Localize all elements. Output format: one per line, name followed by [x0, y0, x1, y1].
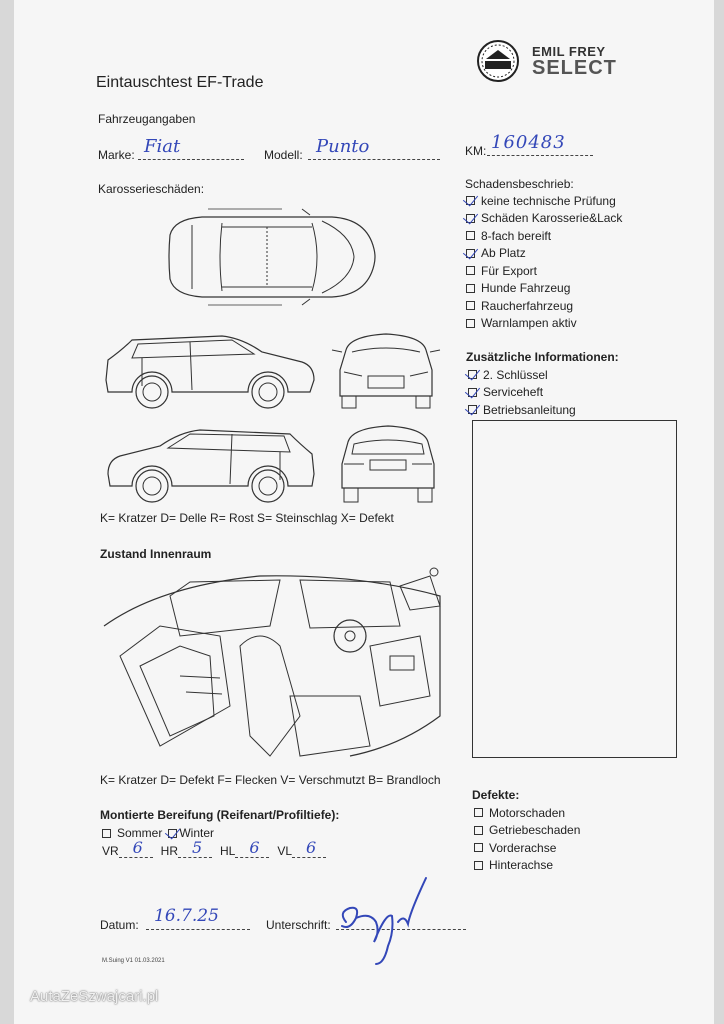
damage-item-keine-technische-pruefung[interactable]: keine technische Prüfung — [466, 192, 622, 210]
summer-checkbox[interactable] — [102, 829, 111, 838]
damage-item-ab-platz[interactable]: Ab Platz — [466, 245, 622, 263]
vl-label: VL — [277, 844, 293, 858]
modell-label: Modell: — [264, 148, 303, 162]
marke-label: Marke: — [98, 148, 135, 162]
defects-list — [474, 804, 580, 874]
logo-brand-line1: EMIL FREY — [532, 43, 606, 59]
car-interior-diagram[interactable] — [100, 566, 446, 766]
watermark: AutaZeSzwajcari.pl — [30, 988, 159, 1005]
tire-depth-row — [102, 838, 326, 858]
hl-field[interactable] — [235, 838, 269, 858]
modell-value: Punto — [316, 136, 370, 157]
damage-item-fuer-export[interactable]: Für Export — [466, 262, 622, 280]
damage-item-8-fach-bereift[interactable]: 8-fach bereift — [466, 227, 622, 245]
info-item-serviceheft[interactable]: Serviceheft — [468, 384, 576, 402]
form-title: Eintauschtest EF-Trade — [96, 74, 264, 91]
info-item-betriebsanleitung[interactable]: Betriebsanleitung — [468, 401, 576, 419]
interior-section-label: Zustand Innenraum — [100, 547, 212, 561]
checkbox-checked[interactable] — [468, 388, 477, 397]
datum-value: 16.7.25 — [154, 906, 219, 926]
hl-label: HL — [220, 844, 236, 858]
info-item-zweiter-schluessel[interactable]: 2. Schlüssel — [468, 366, 576, 384]
datum-label: Datum: — [100, 918, 139, 932]
checkbox[interactable] — [474, 861, 483, 870]
damage-description-label: Schadensbeschrieb: — [465, 177, 574, 191]
checkbox[interactable] — [466, 301, 475, 310]
hl-value: 6 — [249, 838, 260, 857]
car-left-side-diagram[interactable] — [102, 330, 320, 410]
defects-label: Defekte: — [472, 788, 520, 802]
form-page — [14, 0, 714, 1024]
km-label: KM: — [465, 144, 487, 158]
datum-field[interactable] — [146, 906, 250, 930]
defect-item-vorderachse[interactable]: Vorderachse — [474, 839, 580, 857]
checkbox-checked[interactable] — [468, 370, 477, 379]
tires-section-label: Montierte Bereifung (Reifenart/Profiltiefe): — [100, 808, 340, 822]
car-rear-view-diagram[interactable] — [334, 424, 442, 504]
additional-info-label: Zusätzliche Informationen: — [466, 350, 619, 364]
defect-item-getriebeschaden[interactable]: Getriebeschaden — [474, 822, 580, 840]
checkbox[interactable] — [466, 319, 475, 328]
vl-field[interactable] — [292, 838, 326, 858]
car-front-view-diagram[interactable] — [332, 330, 440, 410]
damage-item-hunde-fahrzeug[interactable]: Hunde Fahrzeug — [466, 280, 622, 298]
km-value: 160483 — [491, 132, 566, 153]
additional-info-list — [468, 366, 576, 419]
damage-item-schaeden-karosserie[interactable]: Schäden Karosserie&Lack — [466, 210, 622, 228]
vr-label: VR — [102, 844, 119, 858]
checkbox-checked[interactable] — [466, 214, 475, 223]
vr-value: 6 — [132, 838, 143, 857]
damage-item-warnlampen-aktiv[interactable]: Warnlampen aktiv — [466, 315, 622, 333]
hr-value: 5 — [192, 838, 203, 857]
marke-field[interactable] — [138, 136, 244, 160]
body-damage-section-label: Karosserieschäden: — [98, 182, 205, 196]
vr-field[interactable] — [119, 838, 153, 858]
winter-label: Winter — [179, 826, 215, 840]
vehicle-section-label: Fahrzeugangaben — [98, 112, 196, 126]
emil-frey-badge-icon — [476, 39, 520, 83]
winter-checkbox[interactable] — [168, 829, 177, 838]
checkbox-checked[interactable] — [466, 249, 475, 258]
vl-value: 6 — [306, 838, 317, 857]
checkbox-checked[interactable] — [468, 405, 477, 414]
checkbox-checked[interactable] — [466, 196, 475, 205]
hr-field[interactable] — [178, 838, 212, 858]
checkbox[interactable] — [474, 843, 483, 852]
car-top-view-diagram[interactable] — [162, 205, 380, 309]
logo-brand-line2: SELECT — [532, 56, 617, 79]
notes-box[interactable] — [472, 420, 677, 758]
km-field[interactable] — [487, 132, 593, 156]
checkbox[interactable] — [474, 808, 483, 817]
damage-item-raucherfahrzeug[interactable]: Raucherfahrzeug — [466, 297, 622, 315]
checkbox[interactable] — [466, 284, 475, 293]
interior-legend: K= Kratzer D= Defekt F= Flecken V= Verschmutzt B= Brandloch — [100, 773, 441, 787]
emil-frey-logo — [476, 36, 626, 86]
marke-value: Fiat — [144, 136, 181, 157]
checkbox[interactable] — [474, 826, 483, 835]
damage-description-list — [466, 192, 622, 332]
modell-field[interactable] — [308, 136, 440, 160]
handwritten-signature — [336, 872, 436, 968]
form-version-footnote: M.Suing V1 01.03.2021 — [102, 958, 165, 964]
hr-label: HR — [160, 844, 179, 858]
unterschrift-label: Unterschrift: — [266, 918, 331, 932]
summer-label: Sommer — [117, 826, 163, 840]
checkbox[interactable] — [466, 231, 475, 240]
car-right-side-diagram[interactable] — [102, 424, 320, 504]
defect-item-motorschaden[interactable]: Motorschaden — [474, 804, 580, 822]
body-damage-legend: K= Kratzer D= Delle R= Rost S= Steinschlag X= Defekt — [100, 511, 394, 525]
defect-item-hinterachse[interactable]: Hinterachse — [474, 857, 580, 875]
checkbox[interactable] — [466, 266, 475, 275]
